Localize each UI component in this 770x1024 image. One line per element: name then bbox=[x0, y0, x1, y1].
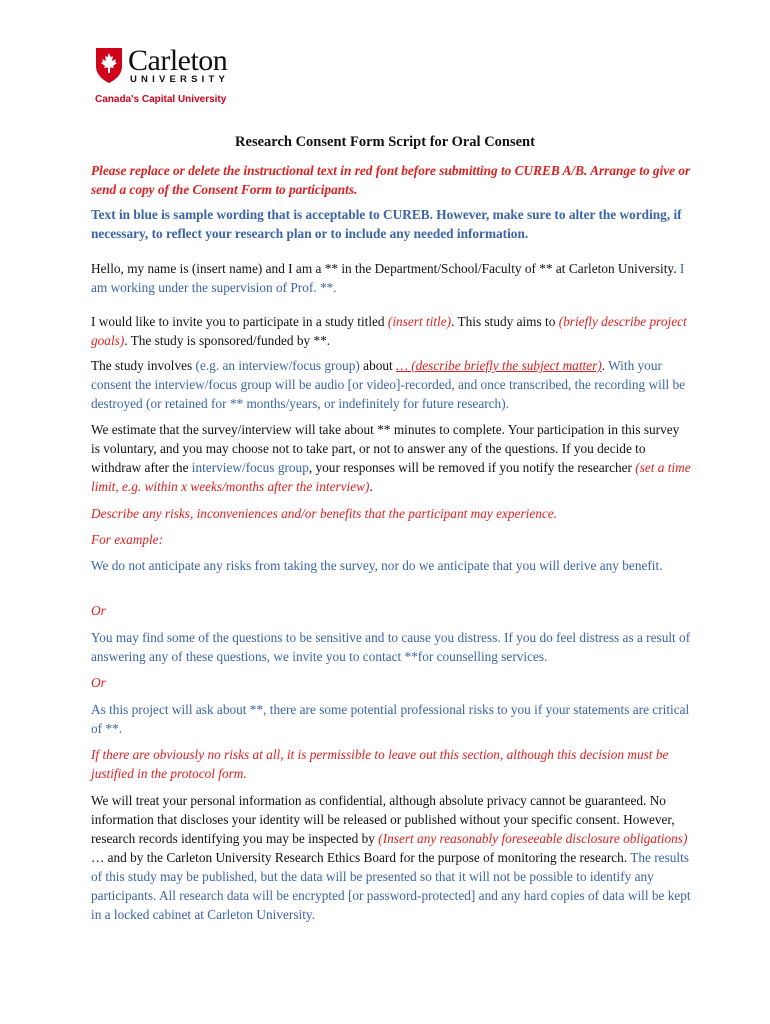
involves-example: (e.g. an interview/focus group) bbox=[195, 358, 360, 373]
invite-text-2: . This study aims to bbox=[451, 314, 559, 329]
logo-tagline: Canada's Capital University bbox=[95, 94, 227, 105]
paragraph-estimate bbox=[91, 420, 691, 496]
involves-text-3: . bbox=[601, 358, 609, 373]
estimate-text-3: . bbox=[369, 479, 373, 494]
confidential-disclosure: (Insert any reasonably foreseeable disclosure obligations) bbox=[378, 831, 688, 846]
logo-wordmark: Carleton bbox=[128, 44, 228, 77]
carleton-logo bbox=[94, 46, 244, 106]
instruction-red: Please replace or delete the instructional text in red font before submitting to CUREB A/B. Arrange to give or send a copy of the Consent Form to participants. bbox=[91, 163, 691, 197]
risks-instruction: Describe any risks, inconveniences and/or benefits that the participant may experience. bbox=[91, 506, 558, 521]
confidential-text-2: … and by the Carleton University Research Ethics Board for the purpose of monitoring the research. bbox=[91, 850, 631, 865]
paragraph-confidential bbox=[91, 791, 691, 924]
paragraph-intro bbox=[91, 259, 691, 297]
invite-text-1: I would like to invite you to participate in a study titled bbox=[91, 314, 388, 329]
estimate-text-1: We estimate that the survey/interview will take about ** minutes to complete. Your participation in this survey is voluntary, and you may choose not to take part, or not to answer any of the questions. If you decide to withdraw after the bbox=[91, 422, 680, 475]
maple-leaf-shield-icon bbox=[94, 46, 124, 84]
document-title: Research Consent Form Script for Oral Consent bbox=[235, 134, 535, 150]
intro-supervision: I am working under the supervision of Prof. **. bbox=[91, 261, 685, 295]
intro-text: Hello, my name is (insert name) and I am a ** in the Department/School/Faculty of ** at Carleton University. bbox=[91, 261, 680, 276]
or-label-1: Or bbox=[91, 603, 106, 618]
instruction-blue: Text in blue is sample wording that is acceptable to CUREB. However, make sure to alter the wording, if necessary, to reflect your research plan or to include any needed information. bbox=[91, 207, 682, 241]
involves-text-2: about bbox=[359, 358, 397, 373]
risk-example-3: As this project will ask about **, there are some potential professional risks to you if your statements are critical of **. bbox=[91, 702, 690, 736]
no-risks-instruction: If there are obviously no risks at all, it is permissible to leave out this section, although this decision must be justified in the protocol form. bbox=[91, 747, 669, 781]
risk-example-2: You may find some of the questions to be sensitive and to cause you distress. If you do feel distress as a result of answering any of these questions, we invite you to contact **for counselling services. bbox=[91, 630, 691, 664]
involves-text-1: The study involves bbox=[91, 358, 196, 373]
estimate-text-2: , your responses will be removed if you notify the researcher bbox=[308, 460, 636, 475]
estimate-time-limit: (set a time limit, e.g. within x weeks/months after the interview) bbox=[91, 460, 691, 494]
confidential-results: The results of this study may be published, but the data will be presented so that it will not be possible to identify any participants. All research data will be encrypted [or password-protected] and any hard copies of data will be kept in a locked cabinet at Carleton University. bbox=[91, 850, 691, 922]
confidential-text-1: We will treat your personal information as confidential, although absolute privacy cannot be guaranteed. No information that discloses your identity will be released or published without your specific consent. However, research records identifying you may be inspected by bbox=[91, 793, 675, 846]
or-label-2: Or bbox=[91, 675, 106, 690]
invite-insert-title: (insert title) bbox=[387, 314, 452, 329]
involves-subject: … (describe briefly the subject matter) bbox=[396, 358, 602, 373]
invite-text-3: . The study is sponsored/funded by **. bbox=[124, 333, 331, 348]
involves-consent: With your consent the interview/focus group will be audio [or video]-recorded, and once transcribed, the recording will be destroyed (or retained for ** months/years, or indefinitely for future research). bbox=[91, 358, 686, 411]
paragraph-involves bbox=[91, 356, 691, 413]
risk-example-1: We do not anticipate any risks from taking the survey, nor do we anticipate that you will derive any benefit. bbox=[91, 558, 663, 573]
paragraph-invite bbox=[91, 312, 691, 350]
logo-university: UNIVERSITY bbox=[130, 74, 230, 85]
for-example-label: For example: bbox=[91, 532, 163, 547]
invite-project-goals: (briefly describe project goals) bbox=[91, 314, 687, 348]
estimate-interview: interview/focus group bbox=[191, 460, 309, 475]
